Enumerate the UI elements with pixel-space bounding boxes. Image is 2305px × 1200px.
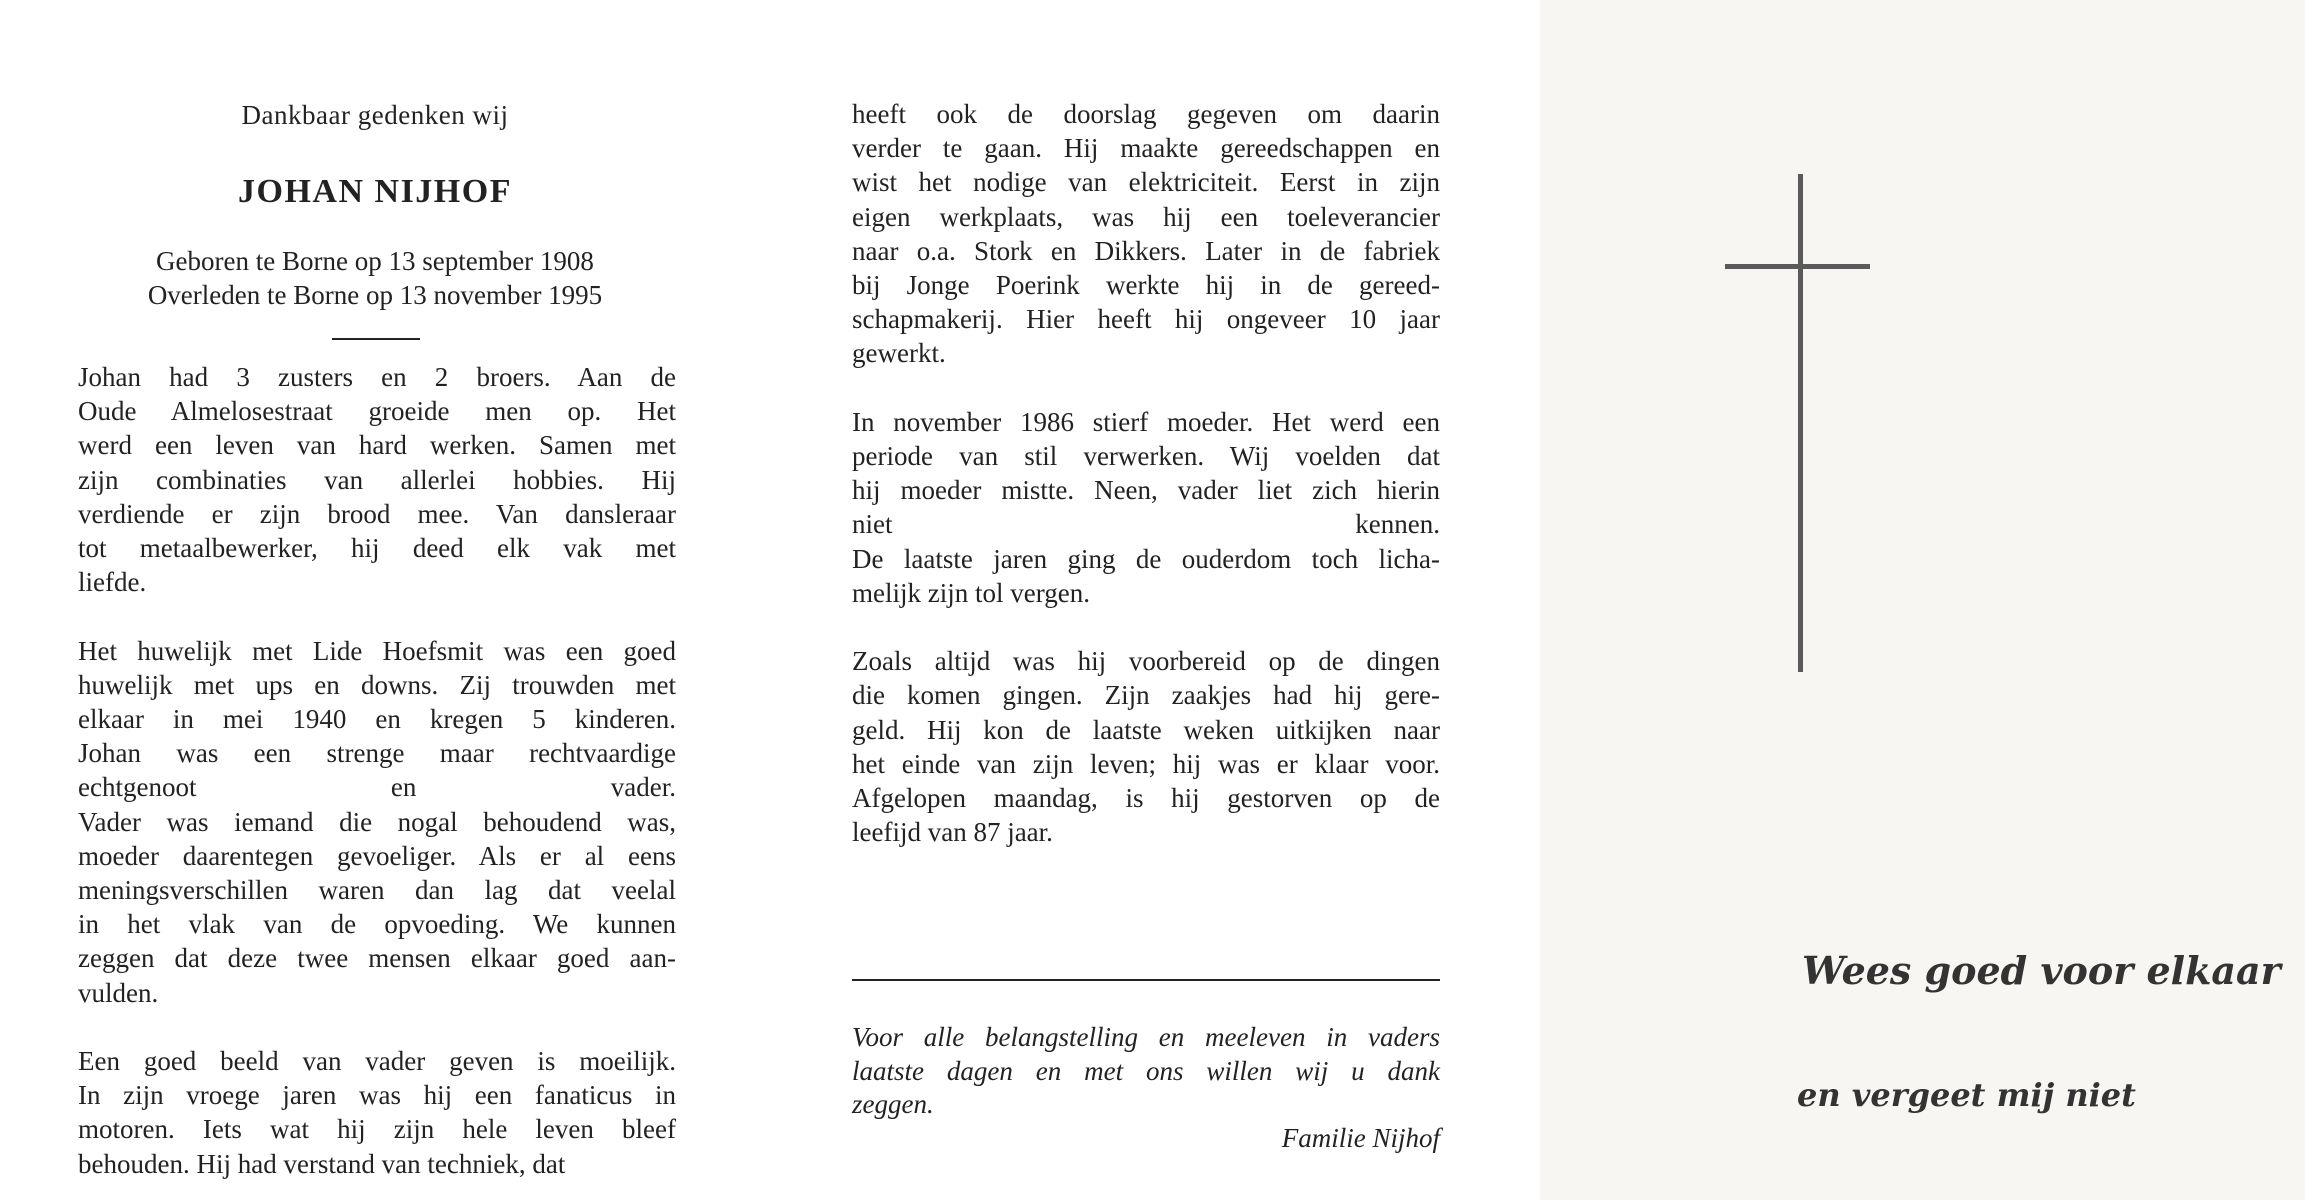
text-line: tot metaalbewerker, hij deed elk vak met [78,533,676,563]
text-line: periode van stil verwerken. Wij voelden dat [852,441,1440,471]
cross-vertical [1798,174,1803,672]
text-line: Johan had 3 zusters en 2 broers. Aan de [78,362,676,392]
cross-horizontal [1725,264,1870,269]
text-line: elkaar in mei 1940 en kregen 5 kinderen. [78,704,676,734]
right-page [1540,0,2305,1200]
signature: Familie Nijhof [1281,1123,1440,1153]
text-line: Een goed beeld van vader geven is moeilijk. [78,1046,676,1076]
text-line: behouden. Hij had verstand van techniek, dat [78,1148,566,1179]
text-line: wist het nodige van elektriciteit. Eerst in zijn [852,167,1440,198]
text-line: leefijd van 87 jaar. [852,817,1053,848]
text-line: bij Jonge Poerink werkte hij in de gereed- [852,270,1440,300]
text-line: verdiende er zijn brood mee. Van dansleraar [78,498,676,529]
text-line: zeggen. [852,1089,934,1119]
text-line: gewerkt. [852,338,946,369]
text-line: In november 1986 stierf moeder. Het werd een [852,406,1440,437]
text-line: Oude Almelosestraat groeide men op. Het [78,396,676,427]
text-line: het einde van zijn leven; hij was er klaar voor. [852,748,1440,779]
text-line: geld. Hij kon de laatste weken uitkijken naar [852,714,1440,745]
text-line: In zijn vroege jaren was hij een fanaticus in [78,1080,676,1111]
text-line: moeder daarentegen gevoeliger. Als er al eens [78,840,676,871]
left-page [0,0,770,1200]
deceased-name: JOHAN NIJHOF [238,173,512,210]
text-line: eigen werkplaats, was hij een toeleverancier [852,201,1440,232]
text-line: melijk zijn tol vergen. [852,577,1090,608]
text-line: die komen gingen. Zijn zaakjes had hij gere- [852,680,1440,711]
text-line: liefde. [78,567,147,598]
text-line: De laatste jaren ging de ouderdom toch licha- [852,543,1440,574]
quote-line-2: en vergeet mij niet [1797,1076,2136,1114]
text-line: huwelijk met ups en downs. Zij trouwden met [78,669,676,700]
middle-page [770,0,1540,1200]
text-line: werd een leven van hard werken. Samen met [78,430,676,461]
text-line: naar o.a. Stork en Dikkers. Later in de fabriek [852,235,1440,266]
text-line: in het vlak van de opvoeding. We kunnen [78,909,676,940]
text-line: vulden. [78,977,159,1008]
text-line: Afgelopen maandag, is hij gestorven op de [852,783,1440,813]
text-line: Vader was iemand die nogal behoudend was, [78,806,676,837]
divider [332,338,420,340]
text-line: echtgenoot en vader. [78,772,676,803]
text-line: meningsverschillen waren dan lag dat veelal [78,875,676,905]
death-line: Overleden te Borne op 13 november 1995 [147,280,603,310]
text-line: Johan was een strenge maar rechtvaardige [78,738,676,769]
text-line: hij moeder mistte. Neen, vader liet zich hierin [852,475,1440,506]
cross-icon [1540,0,2305,1200]
text-line: verder te gaan. Hij maakte gereedschappen en [852,133,1440,164]
text-line: heeft ook de doorslag gegeven om daarin [852,99,1440,129]
quote-line-1: Wees goed voor elkaar [1802,948,2281,993]
thanks-divider [852,979,1440,981]
birth-line: Geboren te Borne op 13 september 1908 [156,246,594,276]
text-line: motoren. Iets wat hij zijn hele leven bleef [78,1114,676,1145]
text-line: Zoals altijd was hij voorbereid op de dingen [852,646,1440,677]
text-line: laatste dagen en met ons willen wij u dank [852,1055,1440,1086]
text-line: zijn combinaties van allerlei hobbies. Hij [78,464,676,495]
text-line: niet kennen. [852,509,1440,540]
text-line: schapmakerij. Hier heeft hij ongeveer 10 jaar [852,304,1440,335]
text-line: zeggen dat deze twee mensen elkaar goed aan- [78,943,676,974]
text-line: Voor alle belangstelling en meeleven in vaders [852,1022,1440,1052]
heading: Dankbaar gedenken wij [241,100,509,130]
text-line: Het huwelijk met Lide Hoefsmit was een goed [78,635,676,666]
